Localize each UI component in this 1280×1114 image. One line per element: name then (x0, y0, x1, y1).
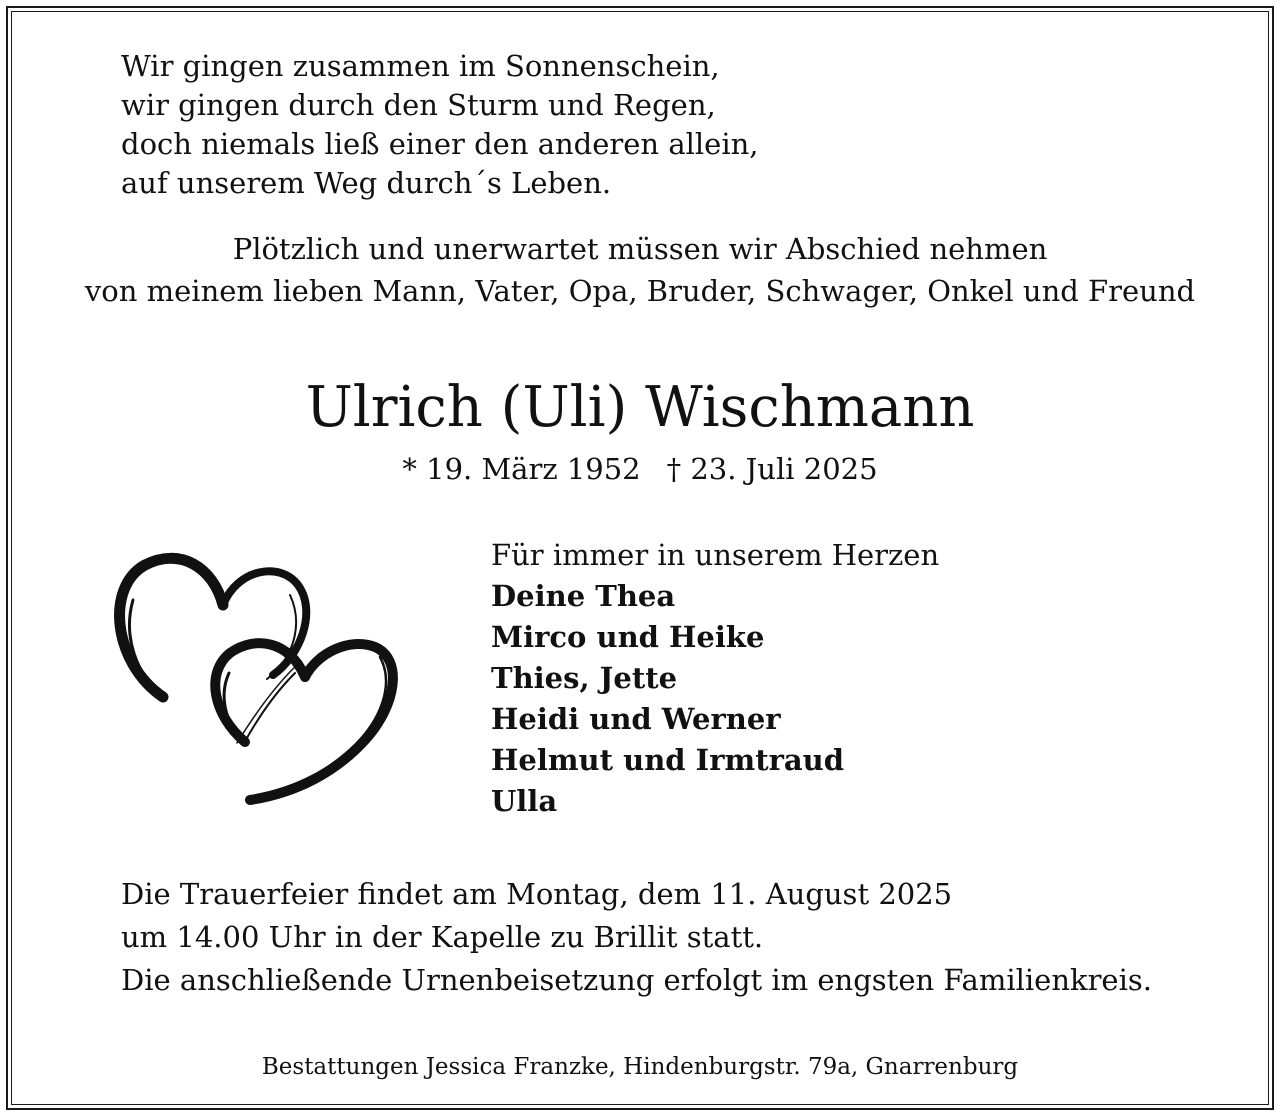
ceremony-line: Die anschließende Urnenbeisetzung erfolgt im engsten Familienkreis. (121, 963, 1152, 997)
ceremony-info (121, 873, 1152, 1002)
deceased-name: Ulrich (Uli) Wischmann (305, 375, 975, 440)
hearts-icon (105, 545, 405, 810)
mourner-name: Ulla (491, 784, 558, 818)
life-dates (0, 450, 1280, 488)
mourner-name: Mirco und Heike (491, 620, 765, 654)
intro-line: von meinem lieben Mann, Vater, Opa, Bruder, Schwager, Onkel und Freund (84, 274, 1196, 308)
poem-line: wir gingen durch den Sturm und Regen, (121, 88, 716, 122)
ceremony-line: um 14.00 Uhr in der Kapelle zu Brillit statt. (121, 920, 764, 954)
ceremony-line: Die Trauerfeier findet am Montag, dem 11. August 2025 (121, 877, 953, 911)
birth-date: * 19. März 1952 (402, 452, 641, 486)
mourner-name: Helmut und Irmtraud (491, 743, 845, 777)
poem-line: Wir gingen zusammen im Sonnenschein, (121, 49, 720, 83)
poem (121, 47, 759, 203)
mourners-lead: Für immer in unserem Herzen (491, 538, 940, 572)
intro-text (0, 228, 1280, 312)
mourner-name: Thies, Jette (491, 661, 678, 695)
undertaker-footer: Bestattungen Jessica Franzke, Hindenburgstr. 79a, Gnarrenburg (261, 1054, 1019, 1080)
mourner-name: Heidi und Werner (491, 702, 781, 736)
mourners-list (491, 535, 939, 822)
poem-line: auf unserem Weg durch´s Leben. (121, 166, 612, 200)
poem-line: doch niemals ließ einer den anderen allein, (121, 127, 759, 161)
mourner-name: Deine Thea (491, 579, 676, 613)
intro-line: Plötzlich und unerwartet müssen wir Abschied nehmen (232, 232, 1048, 266)
death-date: † 23. Juli 2025 (666, 452, 878, 486)
